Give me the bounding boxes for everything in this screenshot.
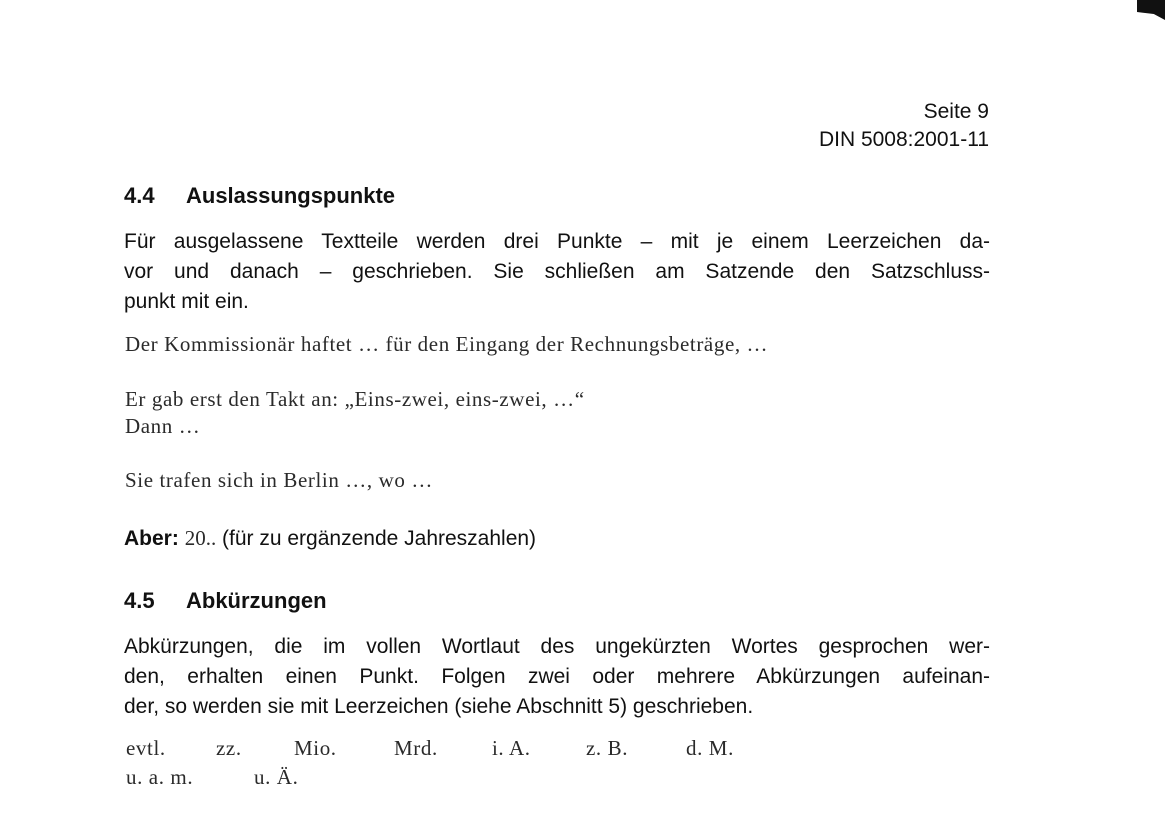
section-number: 4.5 (124, 588, 155, 613)
paragraph-line: den, erhalten einen Punkt. Folgen zwei oder mehrere Abkürzungen aufeinan- (124, 665, 990, 688)
aber-note: (für zu ergänzende Jahreszahlen) (222, 527, 537, 550)
section-number: 4.4 (124, 183, 155, 208)
abbreviation: u. a. m. (126, 765, 194, 789)
section-title: Abkürzungen (186, 588, 327, 613)
section-4-4-paragraph (124, 227, 990, 317)
section-title: Auslassungspunkte (186, 183, 396, 208)
aber-label: Aber: (124, 527, 179, 550)
paragraph-line: der, so werden sie mit Leerzeichen (siehe Abschnitt 5) geschrieben. (124, 695, 754, 718)
aber-note-line (124, 524, 536, 553)
paragraph-line: Für ausgelassene Textteile werden drei Punkte – mit je einem Leerzeichen da- (124, 230, 990, 253)
paragraph-line: Abkürzungen, die im vollen Wortlaut des ungekürzten Wortes gesprochen wer- (124, 635, 990, 658)
abbreviation: z. B. (586, 736, 629, 760)
section-heading-4-4 (124, 182, 395, 210)
section-heading-4-5 (124, 587, 327, 615)
page-number: Seite 9 (923, 100, 989, 123)
section-4-5-paragraph (124, 632, 990, 722)
abbreviation: d. M. (686, 736, 734, 760)
document-id: DIN 5008:2001-11 (818, 128, 989, 151)
abbreviation: i. A. (492, 736, 531, 760)
year-example: 20.. (184, 526, 217, 550)
abbreviation: Mrd. (394, 736, 438, 760)
abbreviation: Mio. (294, 736, 337, 760)
abbreviation: u. Ä. (254, 765, 299, 789)
example-berlin: Sie trafen sich in Berlin …, wo … (125, 468, 433, 492)
paragraph-line: punkt mit ein. (124, 290, 249, 313)
example-takt: Er gab erst den Takt an: „Eins-zwei, eins-zwei, …“ (125, 387, 585, 411)
paragraph-line: vor und danach – geschrieben. Sie schließen am Satzende den Satzschluss- (124, 260, 990, 283)
scan-corner-mark (1137, 0, 1165, 20)
abbreviation: evtl. (126, 736, 166, 760)
example-kommissionaer: Der Kommissionär haftet … für den Eingang der Rechnungsbeträge, … (125, 332, 769, 356)
example-dann: Dann … (125, 414, 201, 438)
abbreviation: zz. (216, 736, 242, 760)
